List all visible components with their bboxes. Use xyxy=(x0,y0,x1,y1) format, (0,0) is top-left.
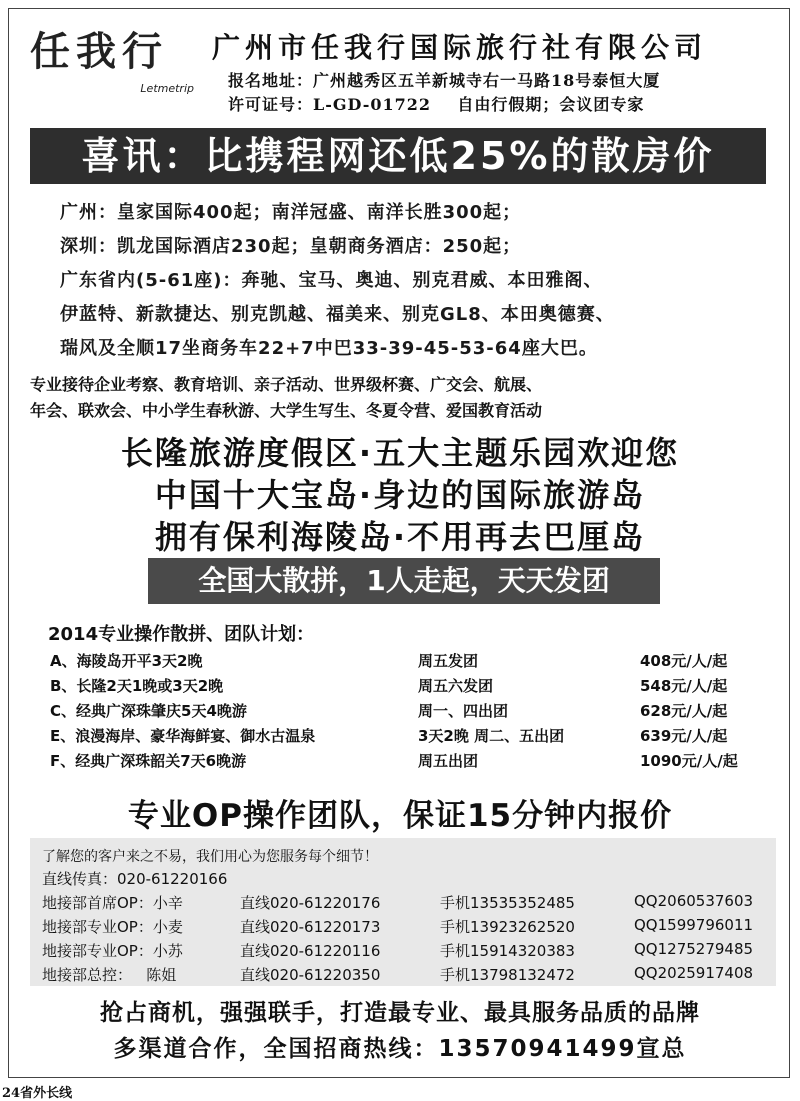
page-label: 24省外长线 xyxy=(2,1086,73,1101)
route-name: E、浪漫海岸、豪华海鲜宴、御水古温泉 xyxy=(50,727,316,745)
services-line: 专业接待企业考察、教育培训、亲子活动、世界级杯赛、广交会、航展、 xyxy=(30,375,543,394)
promo-line: 拥有保利海陵岛·不用再去巴厘岛 xyxy=(154,518,646,556)
plan-title: 2014专业操作散拼、团队计划： xyxy=(48,624,315,645)
headline-banner: 喜讯：比携程网还低25%的散房价 xyxy=(30,128,766,184)
slogan: 抢占商机，强强联手，打造最专业、最具服务品质的品牌 xyxy=(100,1000,700,1026)
route-schedule: 周五发团 xyxy=(418,652,479,670)
hotel-line: 深圳：凯龙国际酒店230起；皇朝商务酒店：250起； xyxy=(60,236,522,257)
address: 报名地址：广州越秀区五羊新城寺右一马路18号泰恒大厦 xyxy=(228,71,661,90)
staff-row xyxy=(42,940,772,962)
staff-role: 地接部总控： 陈姐 xyxy=(42,966,177,984)
promo-line: 长隆旅游度假区·五大主题乐园欢迎您 xyxy=(120,434,680,472)
contact-box xyxy=(30,838,776,986)
hotel-line: 广东省内(5-61座)：奔驰、宝马、奥迪、别克君威、本田雅阁、 xyxy=(60,270,603,291)
staff-line: 直线020-61220173 xyxy=(240,918,381,936)
company-name: 广州市任我行国际旅行社有限公司 xyxy=(212,31,708,64)
staff-role: 地接部专业OP：小麦 xyxy=(42,918,183,936)
contact-fax: 直线传真：020-61220166 xyxy=(42,870,228,888)
staff-qq: QQ2060537603 xyxy=(634,892,754,910)
hotel-line: 广州：皇家国际400起；南洋冠盛、南洋长胜300起； xyxy=(60,202,522,223)
staff-mobile: 手机13923262520 xyxy=(440,918,575,936)
logo-text: 任我行 xyxy=(30,29,168,75)
staff-line: 直线020-61220350 xyxy=(240,966,381,984)
route-name: B、长隆2天1晚或3天2晚 xyxy=(50,677,224,695)
route-schedule: 周五出团 xyxy=(418,752,479,770)
route-schedule: 3天2晚 周二、五出团 xyxy=(418,727,565,745)
route-name: C、经典广深珠肇庆5天4晚游 xyxy=(50,702,247,720)
staff-qq: QQ1275279485 xyxy=(634,940,754,958)
staff-qq: QQ1599796011 xyxy=(634,916,754,934)
license-info: 许可证号：L-GD-01722 自由行假期；会议团专家 xyxy=(228,95,645,114)
staff-mobile: 手机13798132472 xyxy=(440,966,575,984)
staff-qq: QQ2025917408 xyxy=(634,964,754,982)
route-row xyxy=(50,675,770,697)
services-line: 年会、联欢会、中小学生春秋游、大学生写生、冬夏令营、爱国教育活动 xyxy=(30,401,543,420)
staff-mobile: 手机13535352485 xyxy=(440,894,575,912)
staff-role: 地接部专业OP：小苏 xyxy=(42,942,183,960)
daily-tour-banner: 全国大散拼，1人走起，天天发团 xyxy=(148,558,660,604)
contact-intro: 了解您的客户来之不易，我们用心为您服务每个细节！ xyxy=(42,849,378,865)
staff-role: 地接部首席OP：小辛 xyxy=(42,894,183,912)
route-row xyxy=(50,700,770,722)
route-schedule: 周一、四出团 xyxy=(418,702,509,720)
route-price: 628元/人/起 xyxy=(640,702,728,720)
route-name: A、海陵岛开平3天2晚 xyxy=(50,652,203,670)
staff-mobile: 手机15914320383 xyxy=(440,942,575,960)
route-price: 408元/人/起 xyxy=(640,652,728,670)
hotline-slogan: 多渠道合作，全国招商热线：13570941499宣总 xyxy=(113,1036,687,1062)
route-price: 1090元/人/起 xyxy=(640,752,738,770)
op-team-title: 专业OP操作团队，保证15分钟内报价 xyxy=(127,798,673,834)
route-row xyxy=(50,725,770,747)
route-price: 548元/人/起 xyxy=(640,677,728,695)
promo-line: 中国十大宝岛·身边的国际旅游岛 xyxy=(154,476,646,514)
route-schedule: 周五六发团 xyxy=(418,677,494,695)
route-row xyxy=(50,650,770,672)
route-name: F、经典广深珠韶关7天6晚游 xyxy=(50,752,247,770)
route-price: 639元/人/起 xyxy=(640,727,728,745)
staff-row xyxy=(42,916,772,938)
staff-row xyxy=(42,964,772,986)
hotel-line: 伊蓝特、新款捷达、别克凯越、福美来、别克GL8、本田奥德赛、 xyxy=(60,304,615,325)
hotel-line: 瑞风及全顺17坐商务车22+7中巴33-39-45-53-64座大巴。 xyxy=(60,338,598,359)
logo-subtitle: Letmetrip xyxy=(140,82,194,95)
staff-line: 直线020-61220116 xyxy=(240,942,381,960)
staff-row xyxy=(42,892,772,914)
route-row xyxy=(50,750,770,772)
staff-line: 直线020-61220176 xyxy=(240,894,381,912)
logo xyxy=(30,20,200,100)
